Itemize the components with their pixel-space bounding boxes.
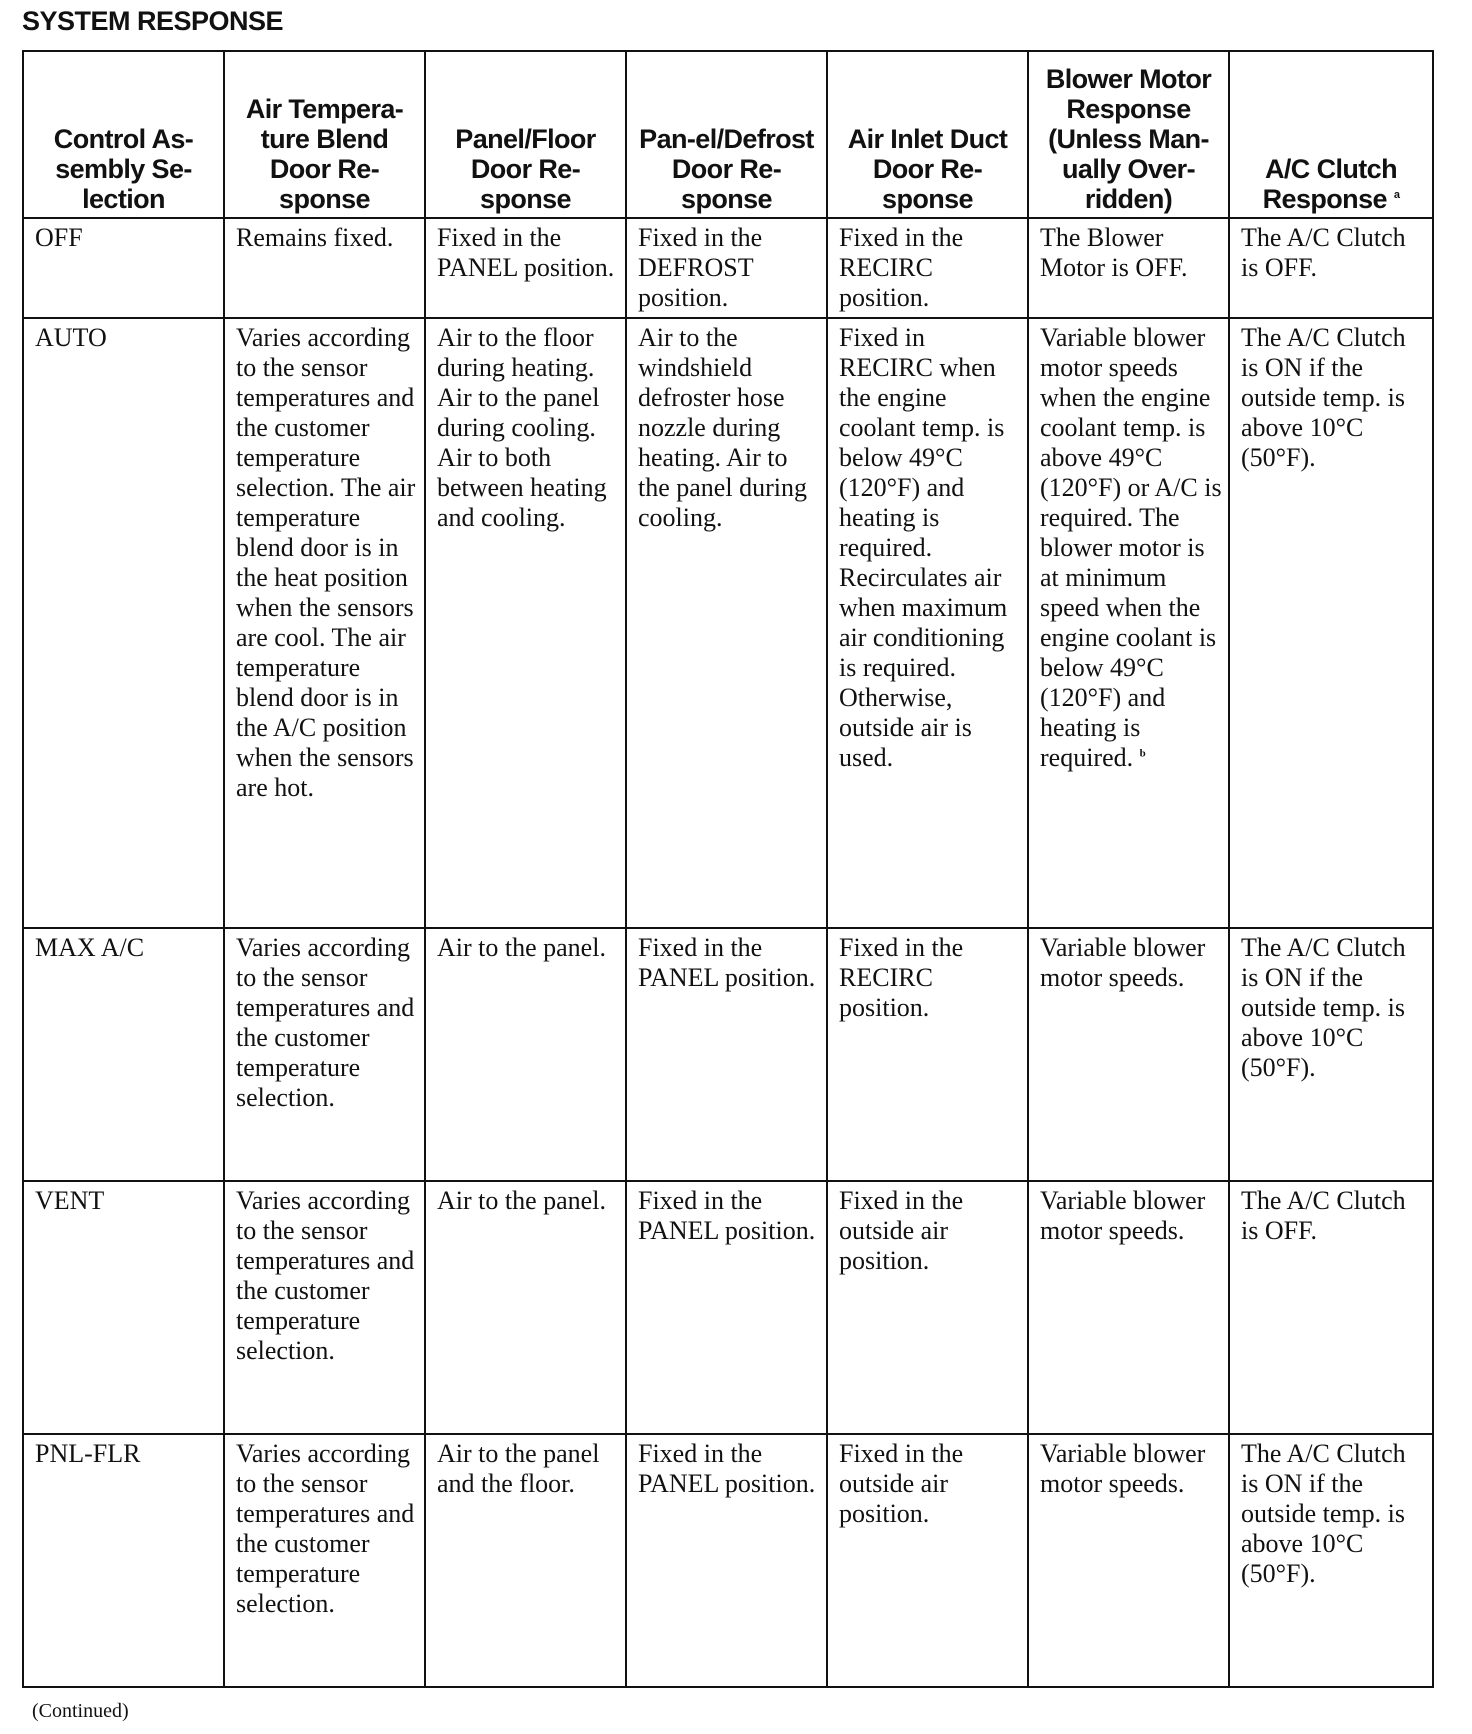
header-panel-defrost-door-response: Pan-el/Defrost Door Re-sponse	[626, 51, 827, 218]
table-cell: Remains fixed.	[224, 218, 425, 318]
header-blower-motor-response: Blower Motor Response (Unless Man-ually Over-ridden)	[1028, 51, 1229, 218]
footnote-marker: a	[1393, 189, 1400, 201]
table-cell: Air to the windshield defroster hose nozzle during heating. Air to the panel during cooling.	[626, 318, 827, 928]
table-cell: Air to the panel.	[425, 1181, 626, 1434]
table-row	[23, 928, 1433, 1181]
table-cell: MAX A/C	[23, 928, 224, 1181]
table-cell: The A/C Clutch is ON if the outside temp. is above 10°C (50°F).	[1229, 928, 1433, 1181]
table-cell: Varies according to the sensor temperatures and the customer temperature selection.	[224, 928, 425, 1181]
table-cell: Fixed in the PANEL position.	[626, 1181, 827, 1434]
header-ac-clutch-response: A/C Clutch Response $^a$	[1229, 51, 1433, 218]
table-cell: Fixed in the DEFROST position.	[626, 218, 827, 318]
table-cell: OFF	[23, 218, 224, 318]
table-cell: Fixed in the PANEL position.	[626, 1434, 827, 1687]
table-row	[23, 1434, 1433, 1687]
footnote-marker: b	[1139, 747, 1146, 760]
table-cell: Air to the panel.	[425, 928, 626, 1181]
table-cell: The A/C Clutch is OFF.	[1229, 218, 1433, 318]
continued-note: (Continued)	[32, 1700, 129, 1722]
table-cell: Fixed in the PANEL position.	[425, 218, 626, 318]
table-cell: The A/C Clutch is ON if the outside temp. is above 10°C (50°F).	[1229, 1434, 1433, 1687]
table-cell: VENT	[23, 1181, 224, 1434]
table-row	[23, 318, 1433, 928]
table-cell: Variable blower motor speeds.	[1028, 928, 1229, 1181]
table-cell: Fixed in RECIRC when the engine coolant temp. is below 49°C (120°F) and heating is required. Recirculates air when maximum air conditioning is required. Otherwise, outside air is used.	[827, 318, 1028, 928]
table-cell: Varies according to the sensor temperatures and the customer temperature selection.	[224, 1434, 425, 1687]
table-cell: Variable blower motor speeds when the engine coolant temp. is above 49°C (120°F) or A/C is required. The blower motor is at minimum speed when the engine coolant is below 49°C (120°F) and heating is required. $^b$	[1028, 318, 1229, 928]
page-title: SYSTEM RESPONSE	[22, 6, 284, 36]
header-control-assembly-selection: Control As-sembly Se-lection	[23, 51, 224, 218]
table-cell: Variable blower motor speeds.	[1028, 1181, 1229, 1434]
table-cell: Air to the floor during heating. Air to the panel during cooling. Air to both between heating and cooling.	[425, 318, 626, 928]
system-response-table	[22, 50, 1434, 1688]
table-row	[23, 1181, 1433, 1434]
table-cell: Fixed in the outside air position.	[827, 1434, 1028, 1687]
table-cell: Fixed in the outside air position.	[827, 1181, 1028, 1434]
table-cell: Variable blower motor speeds.	[1028, 1434, 1229, 1687]
table-cell: AUTO	[23, 318, 224, 928]
table-cell: The A/C Clutch is OFF.	[1229, 1181, 1433, 1434]
header-air-temperature-blend-door-response: Air Tempera-ture Blend Door Re-sponse	[224, 51, 425, 218]
table-cell: Fixed in the RECIRC position.	[827, 928, 1028, 1181]
table-cell: Varies according to the sensor temperatures and the customer temperature selection.	[224, 1181, 425, 1434]
table-cell: Fixed in the PANEL position.	[626, 928, 827, 1181]
table-cell: PNL-FLR	[23, 1434, 224, 1687]
header-air-inlet-duct-door-response: Air Inlet Duct Door Re-sponse	[827, 51, 1028, 218]
table-cell: Fixed in the RECIRC position.	[827, 218, 1028, 318]
header-panel-floor-door-response: Panel/Floor Door Re-sponse	[425, 51, 626, 218]
table-cell: The Blower Motor is OFF.	[1028, 218, 1229, 318]
table-cell: The A/C Clutch is ON if the outside temp. is above 10°C (50°F).	[1229, 318, 1433, 928]
table-cell: Varies according to the sensor temperatures and the customer temperature selection. The air temperature blend door is in the heat position when the sensors are cool. The air temperature blend door is in the A/C position when the sensors are hot.	[224, 318, 425, 928]
table-cell: Air to the panel and the floor.	[425, 1434, 626, 1687]
table-row	[23, 218, 1433, 318]
header-row	[23, 51, 1433, 218]
